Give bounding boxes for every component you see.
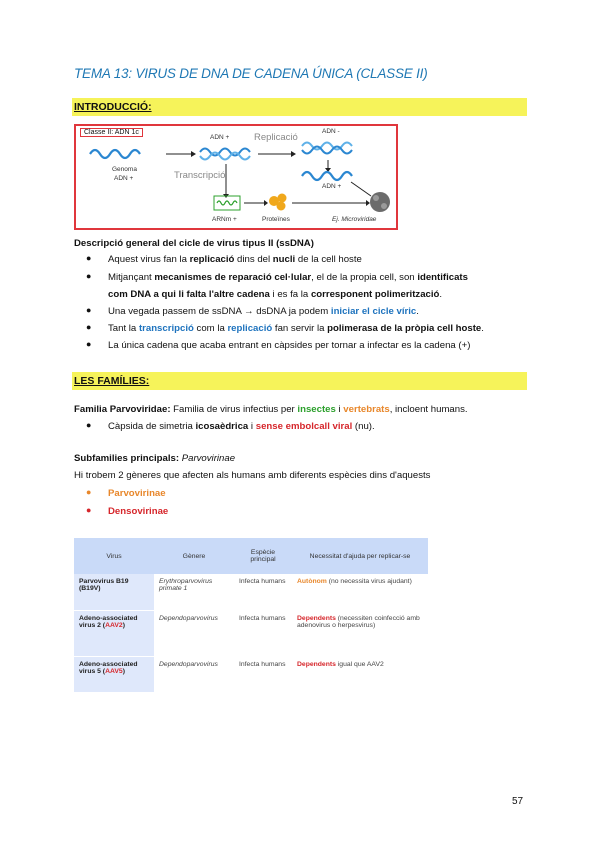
bullet-4: Tant la transcripció com la replicació fan servir la polimerasa de la pròpia cell hoste. (108, 323, 484, 334)
intro-heading: INTRODUCCIÓ: (74, 101, 152, 113)
bullet-dot: ● (86, 322, 92, 332)
protein-2 (278, 194, 287, 203)
dsdna-strand-minus (200, 153, 250, 160)
family-description: Familia Parvoviridae: Familia de virus infectius per insectes i vertebrats, incloent humans. (74, 404, 468, 415)
cell-especie: Infecta humans (234, 574, 292, 610)
bullet-1: Aquest virus fan la replicació dins del nucli de la cell hoste (108, 254, 362, 265)
bullet-dot: ● (86, 253, 92, 263)
progeny-strand (302, 172, 352, 180)
bullet-2-continued: com DNA a qui li falta l'altre cadena i es fa la corresponent polimerització. (108, 289, 443, 300)
table-row (74, 574, 428, 610)
arrow-4 (351, 182, 371, 196)
cell-necessitat: Dependents igual que AAV2 (292, 656, 428, 692)
label-example: Ej. Microviridae (332, 216, 377, 223)
cell-especie: Infecta humans (234, 656, 292, 692)
label-adn-minus: ADN - (322, 128, 340, 135)
label-adn-plus: ADN + (210, 134, 230, 141)
bullet-2: Mitjançant mecanismes de reparació cel·lular, el de la propia cell, son identificats (108, 272, 468, 283)
protein-3 (277, 202, 286, 211)
bullet-dot: ● (86, 271, 92, 281)
label-genoma: Genoma (112, 166, 137, 173)
cell-genere: Erythroparvovirus primate 1 (154, 574, 234, 610)
capsid-bullet: Càpsida de simetria icosaèdrica i sense embolcall viral (nu). (108, 421, 375, 432)
cell-especie: Infecta humans (234, 610, 292, 656)
table-row (74, 656, 428, 692)
label-arnm: ARNm + (212, 216, 237, 223)
genome-strand (90, 150, 140, 158)
right-strand-plus (302, 147, 352, 154)
subfamilies-text: Hi trobem 2 gèneres que afecten als humans amb diferents espècies dins d'aquests (74, 470, 431, 481)
cell-genere: Dependoparvovirus (154, 656, 234, 692)
bullet-dot: ● (86, 339, 92, 349)
col-necessitat: Necessitat d'ajuda per replicar-se (292, 538, 428, 574)
intro-heading-bar (72, 98, 527, 116)
table-header-row (74, 538, 428, 574)
col-especie: Espècie principal (234, 538, 292, 574)
label-replicacio: Replicació (254, 132, 298, 143)
class-label: Classe II: ADN 1c (80, 128, 143, 137)
families-heading: LES FAMÍLIES: (74, 375, 150, 387)
page-number: 57 (512, 796, 524, 807)
virus-table (74, 538, 428, 693)
description-heading: Descripció general del cicle de virus tipus II (ssDNA) (74, 238, 314, 249)
bullet-5: La única cadena que acaba entrant en càpsides per tornar a infectar es la cadena (+) (108, 340, 471, 351)
cell-necessitat: Autònom (no necessita virus ajudant) (292, 574, 428, 610)
table-row (74, 610, 428, 656)
label-transcripcio: Transcripció (174, 170, 226, 181)
bullet-dot: ● (86, 505, 92, 515)
bullet-3: Una vegada passem de ssDNA → dsDNA ja podem iniciar el cicle víric. (108, 306, 419, 317)
cell-virus: Parvovirus B19 (B19V) (74, 574, 154, 610)
cell-necessitat: Dependents (necessiten coinfecció amb adenovirus o herpesvirus) (292, 610, 428, 656)
subfamilies-heading: Subfamilies principals: Parvovirinae (74, 453, 236, 464)
mrna-strand (217, 201, 237, 205)
col-genere: Gènere (154, 538, 234, 574)
label-proteines: Proteïnes (262, 216, 290, 223)
bullet-dot: ● (86, 487, 92, 497)
replication-diagram (74, 124, 398, 230)
subfamily-2: Densovirinae (108, 506, 169, 517)
mrna-box (214, 196, 240, 210)
col-virus: Virus (74, 538, 154, 574)
page-title: TEMA 13: VIRUS DE DNA DE CADENA ÚNICA (CLASSE II) (74, 66, 428, 81)
subfamily-1: Parvovirinae (108, 488, 166, 499)
virion-icon (370, 192, 390, 212)
cell-virus: Adeno-associated virus 2 (AAV2) (74, 610, 154, 656)
families-heading-bar (72, 372, 527, 390)
bullet-dot: ● (86, 305, 92, 315)
label-genoma-adn: ADN + (114, 175, 134, 182)
label-adn-plus-right: ADN + (322, 183, 342, 190)
right-strand-minus (302, 143, 352, 150)
cell-genere: Dependoparvovirus (154, 610, 234, 656)
cell-virus: Adeno-associated virus 5 (AAV5) (74, 656, 154, 692)
bullet-dot: ● (86, 420, 92, 430)
dsdna-strand-plus (200, 149, 250, 156)
